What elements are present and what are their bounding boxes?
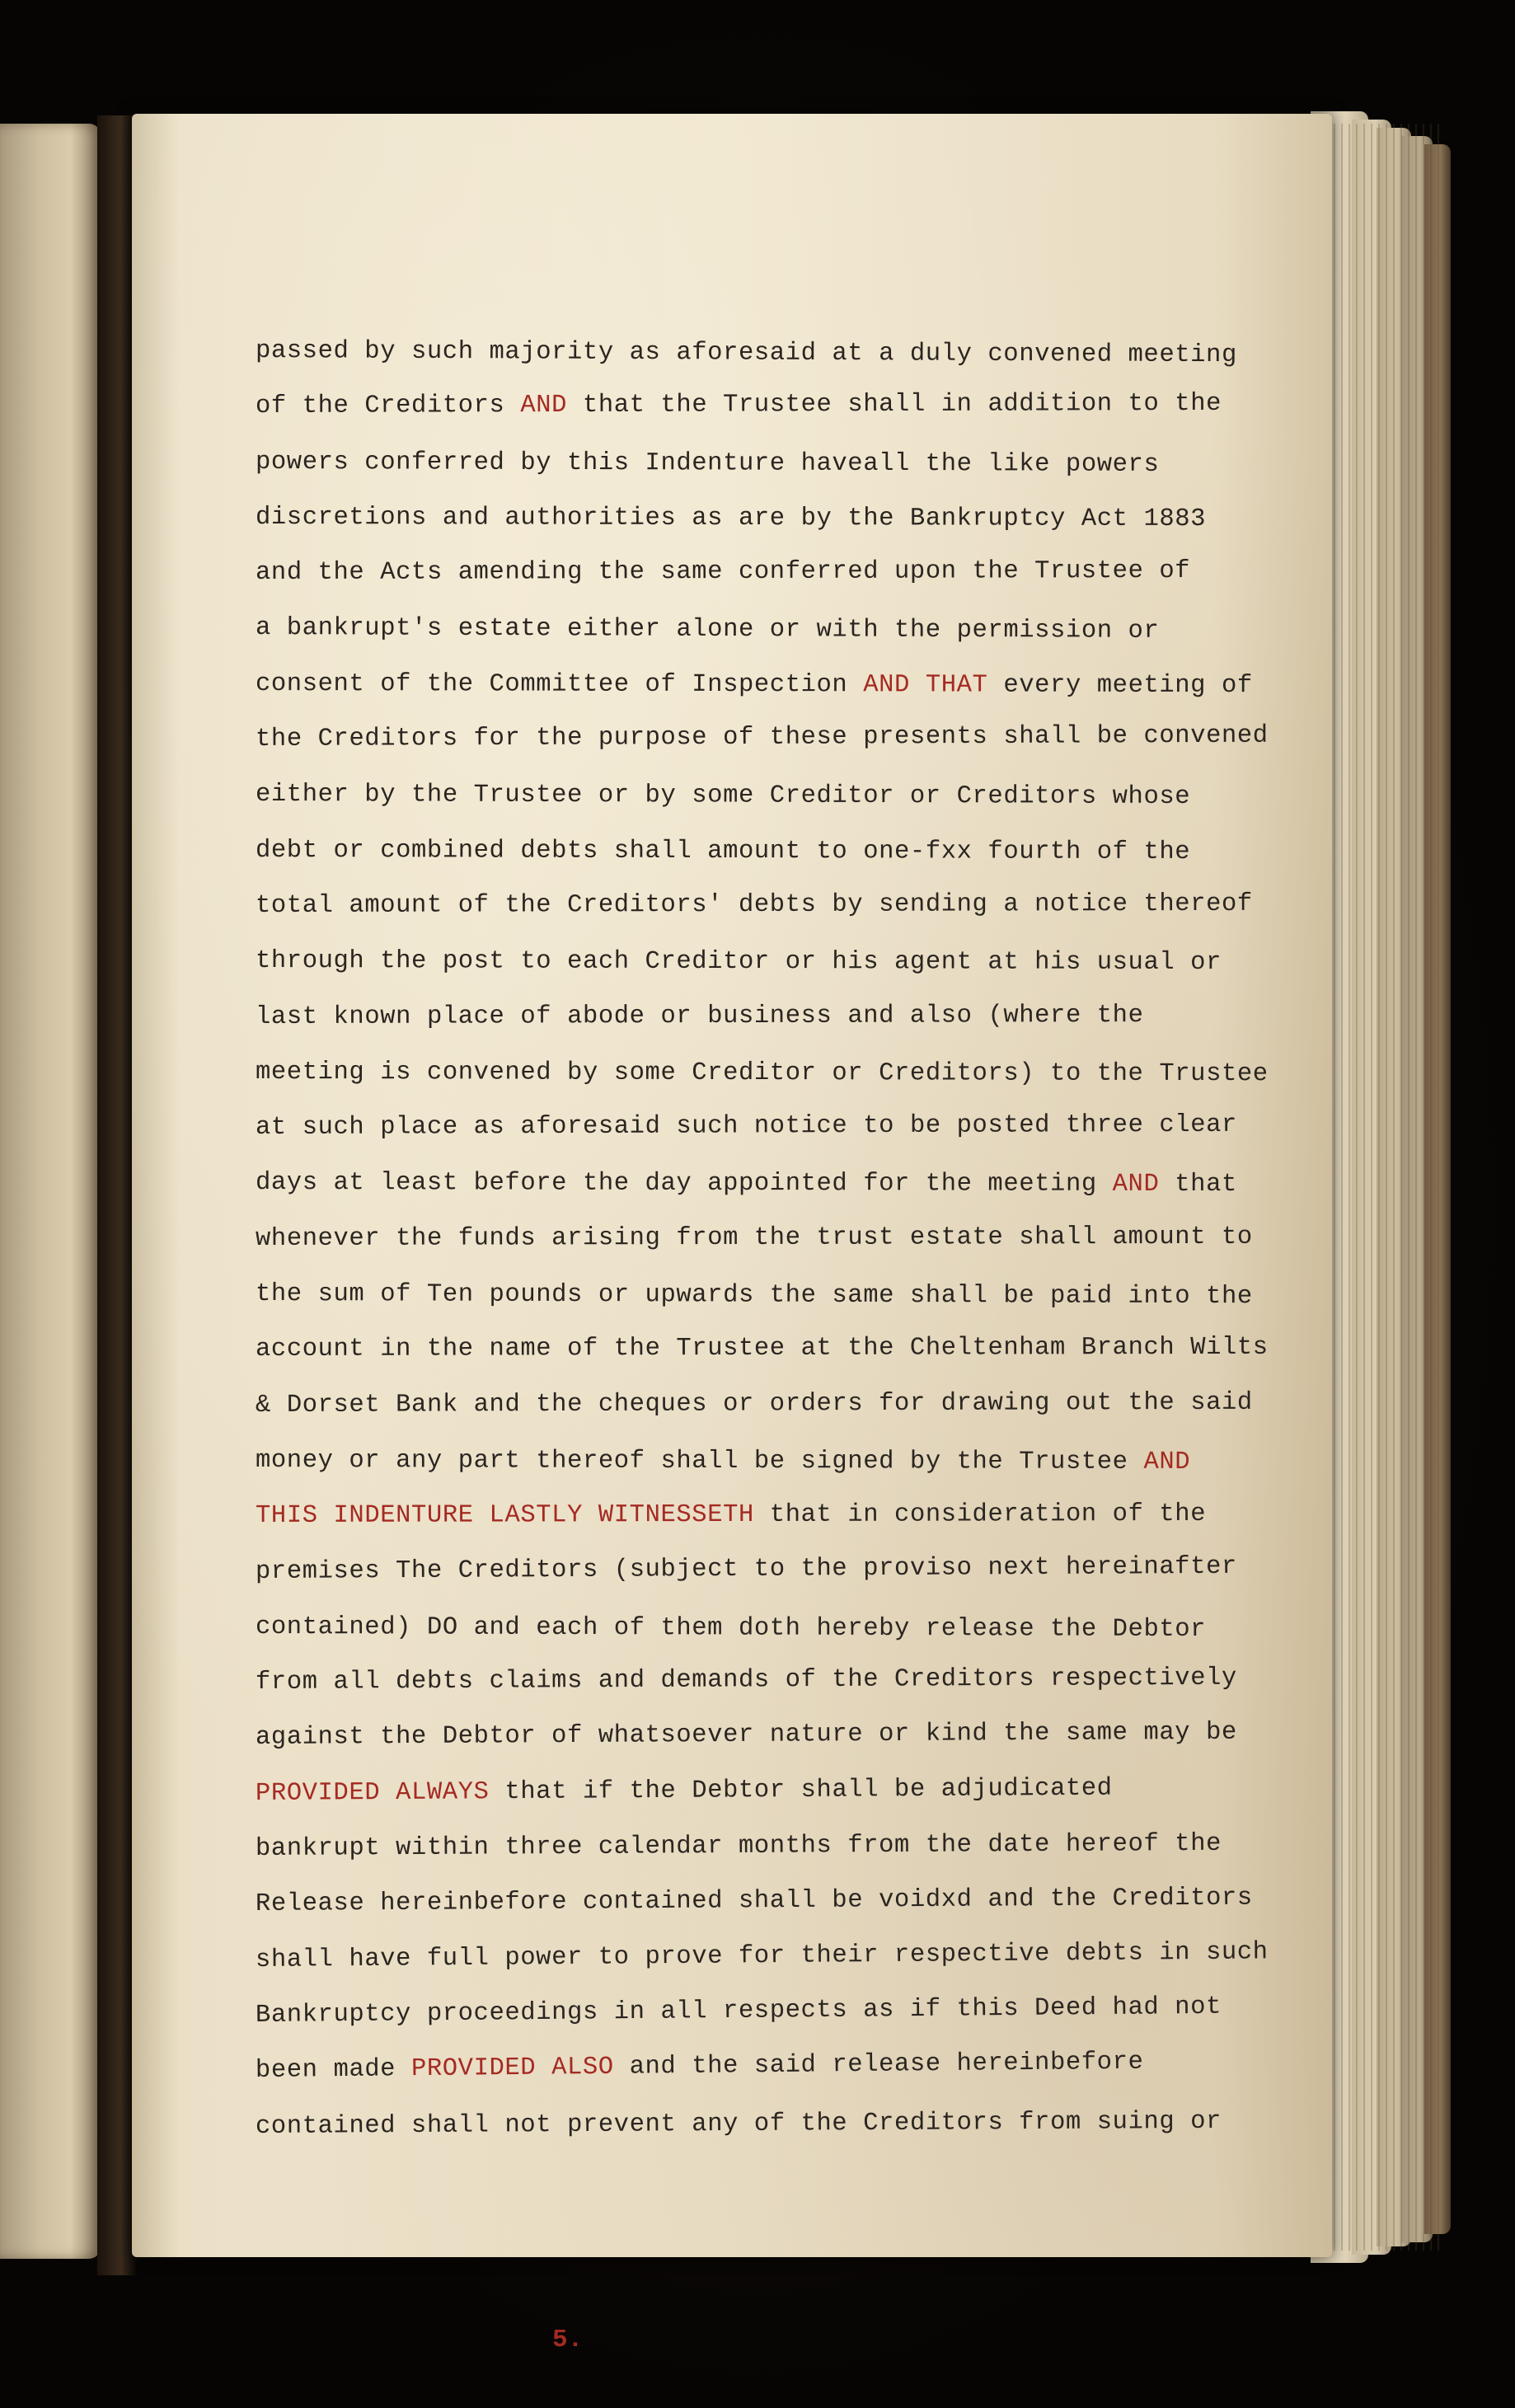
red-emphasis-text: PROVIDED ALSO	[410, 2054, 614, 2084]
red-emphasis-text: AND	[1112, 1171, 1160, 1199]
line-text: been made	[255, 2055, 412, 2086]
line-text: discretions and authorities as are by the Bankruptcy Act 1883	[255, 503, 1207, 533]
text-line	[256, 544, 1327, 602]
line-text: money or any part thereof shall be signed by the Trustee	[255, 1446, 1144, 1476]
text-line	[256, 1156, 1327, 1213]
line-text: at such place as aforesaid such notice to be posted three clear	[255, 1111, 1237, 1143]
line-text: and the said release hereinbefore	[613, 2048, 1144, 2082]
red-emphasis-text: AND	[520, 392, 568, 420]
text-line	[256, 324, 1327, 384]
line-text: the sum of Ten pounds or upwards the same shall be paid into the	[255, 1280, 1253, 1312]
line-text: & Dorset Bank and the cheques or orders for drawing out the said	[255, 1388, 1253, 1420]
text-line	[256, 1600, 1327, 1659]
text-line	[256, 1816, 1327, 1877]
line-text: powers conferred by this Indenture haveall the like powers	[255, 448, 1160, 479]
text-line	[256, 1650, 1327, 1711]
typed-text-body	[256, 324, 1327, 2155]
red-emphasis-text: PROVIDED ALWAYS	[255, 1777, 490, 1808]
line-text: consent of the Committee of Inspection	[255, 669, 864, 700]
line-text: every meeting of	[987, 671, 1253, 700]
line-text: account in the name of the Trustee at the Cheltenham Branch Wilts	[255, 1334, 1269, 1364]
red-emphasis-text: AND	[1143, 1448, 1191, 1476]
line-text: a bankrupt's estate either alone or with the permission or	[255, 614, 1160, 646]
text-line	[256, 1375, 1327, 1434]
text-line	[256, 2094, 1327, 2155]
text-line	[256, 934, 1327, 992]
book-cover-edge	[1424, 144, 1451, 2234]
line-text: the Creditors for the purpose of these presents shall be convened	[255, 721, 1269, 754]
text-line	[256, 657, 1327, 715]
text-line	[256, 601, 1327, 660]
line-text: that the Trustee shall in addition to the	[567, 390, 1222, 420]
line-text: whenever the funds arising from the trust estate shall amount to	[255, 1223, 1253, 1253]
line-text: total amount of the Creditors' debts by sending a notice thereof	[255, 890, 1253, 920]
text-line	[256, 435, 1327, 494]
text-line	[256, 1924, 1327, 1988]
book-gutter-shadow	[97, 115, 137, 2275]
red-emphasis-text: AND THAT	[863, 671, 988, 700]
line-text: contained) DO and each of them doth hereby release the Debtor	[255, 1612, 1207, 1644]
text-line	[256, 709, 1327, 768]
page-number: 5.	[552, 2326, 584, 2354]
text-line	[256, 1267, 1327, 1326]
text-line	[256, 1706, 1327, 1767]
text-line	[256, 1539, 1327, 1600]
line-text: debt or combined debts shall amount to one-fxx fourth of the	[255, 836, 1191, 866]
line-text: days at least before the day appointed for the meeting	[255, 1169, 1113, 1199]
line-text: passed by such majority as aforesaid at a duly convened meeting	[255, 337, 1237, 370]
left-facing-page-edge	[0, 124, 101, 2259]
red-emphasis-text: THIS INDENTURE LASTLY WITNESSETH	[255, 1501, 754, 1531]
line-text: meeting is convened by some Creditor or Creditors) to the Trustee	[255, 1058, 1269, 1089]
line-text: of the Creditors	[255, 392, 521, 421]
text-line	[256, 1760, 1327, 1822]
text-line	[256, 1098, 1327, 1157]
text-line	[256, 1321, 1327, 1378]
text-line	[256, 877, 1327, 935]
text-line	[256, 1045, 1327, 1103]
line-text: against the Debtor of whatsoever nature or kind the same may be	[255, 1719, 1237, 1753]
document-page	[132, 114, 1332, 2354]
text-line	[256, 377, 1327, 435]
line-text: bankrupt within three calendar months from the date hereof the	[255, 1829, 1222, 1864]
line-text: that if the Debtor shall be adjudicated	[489, 1774, 1113, 1806]
text-line	[256, 767, 1327, 826]
text-line	[256, 988, 1327, 1045]
line-text: either by the Trustee or by some Creditor or Creditors whose	[255, 781, 1191, 812]
text-line	[256, 491, 1327, 548]
text-line	[256, 1871, 1327, 1932]
line-text: Bankruptcy proceedings in all respects as if this Deed had not	[255, 1993, 1222, 2030]
line-text: last known place of abode or business and also (where the	[255, 1001, 1144, 1031]
text-line	[256, 1487, 1327, 1545]
line-text: that	[1159, 1171, 1237, 1199]
line-text: that in consideration of the	[753, 1500, 1207, 1530]
line-text: Release hereinbefore contained shall be voidxd and the Creditors	[255, 1884, 1253, 1919]
line-text: from all debts claims and demands of the Creditors respectively	[255, 1664, 1237, 1697]
text-line	[256, 1434, 1327, 1491]
line-text: contained shall not prevent any of the Creditors from suing or	[255, 2107, 1222, 2141]
text-line	[256, 2034, 1328, 2100]
text-line	[256, 824, 1327, 881]
line-text: shall have full power to prove for their respective debts in such	[255, 1937, 1269, 1974]
line-text: premises The Creditors (subject to the proviso next hereinafter	[255, 1552, 1237, 1586]
line-text: and the Acts amending the same conferred upon the Trustee of	[255, 557, 1191, 588]
line-text: through the post to each Creditor or his agent at his usual or	[255, 947, 1222, 978]
text-line	[256, 1209, 1327, 1267]
